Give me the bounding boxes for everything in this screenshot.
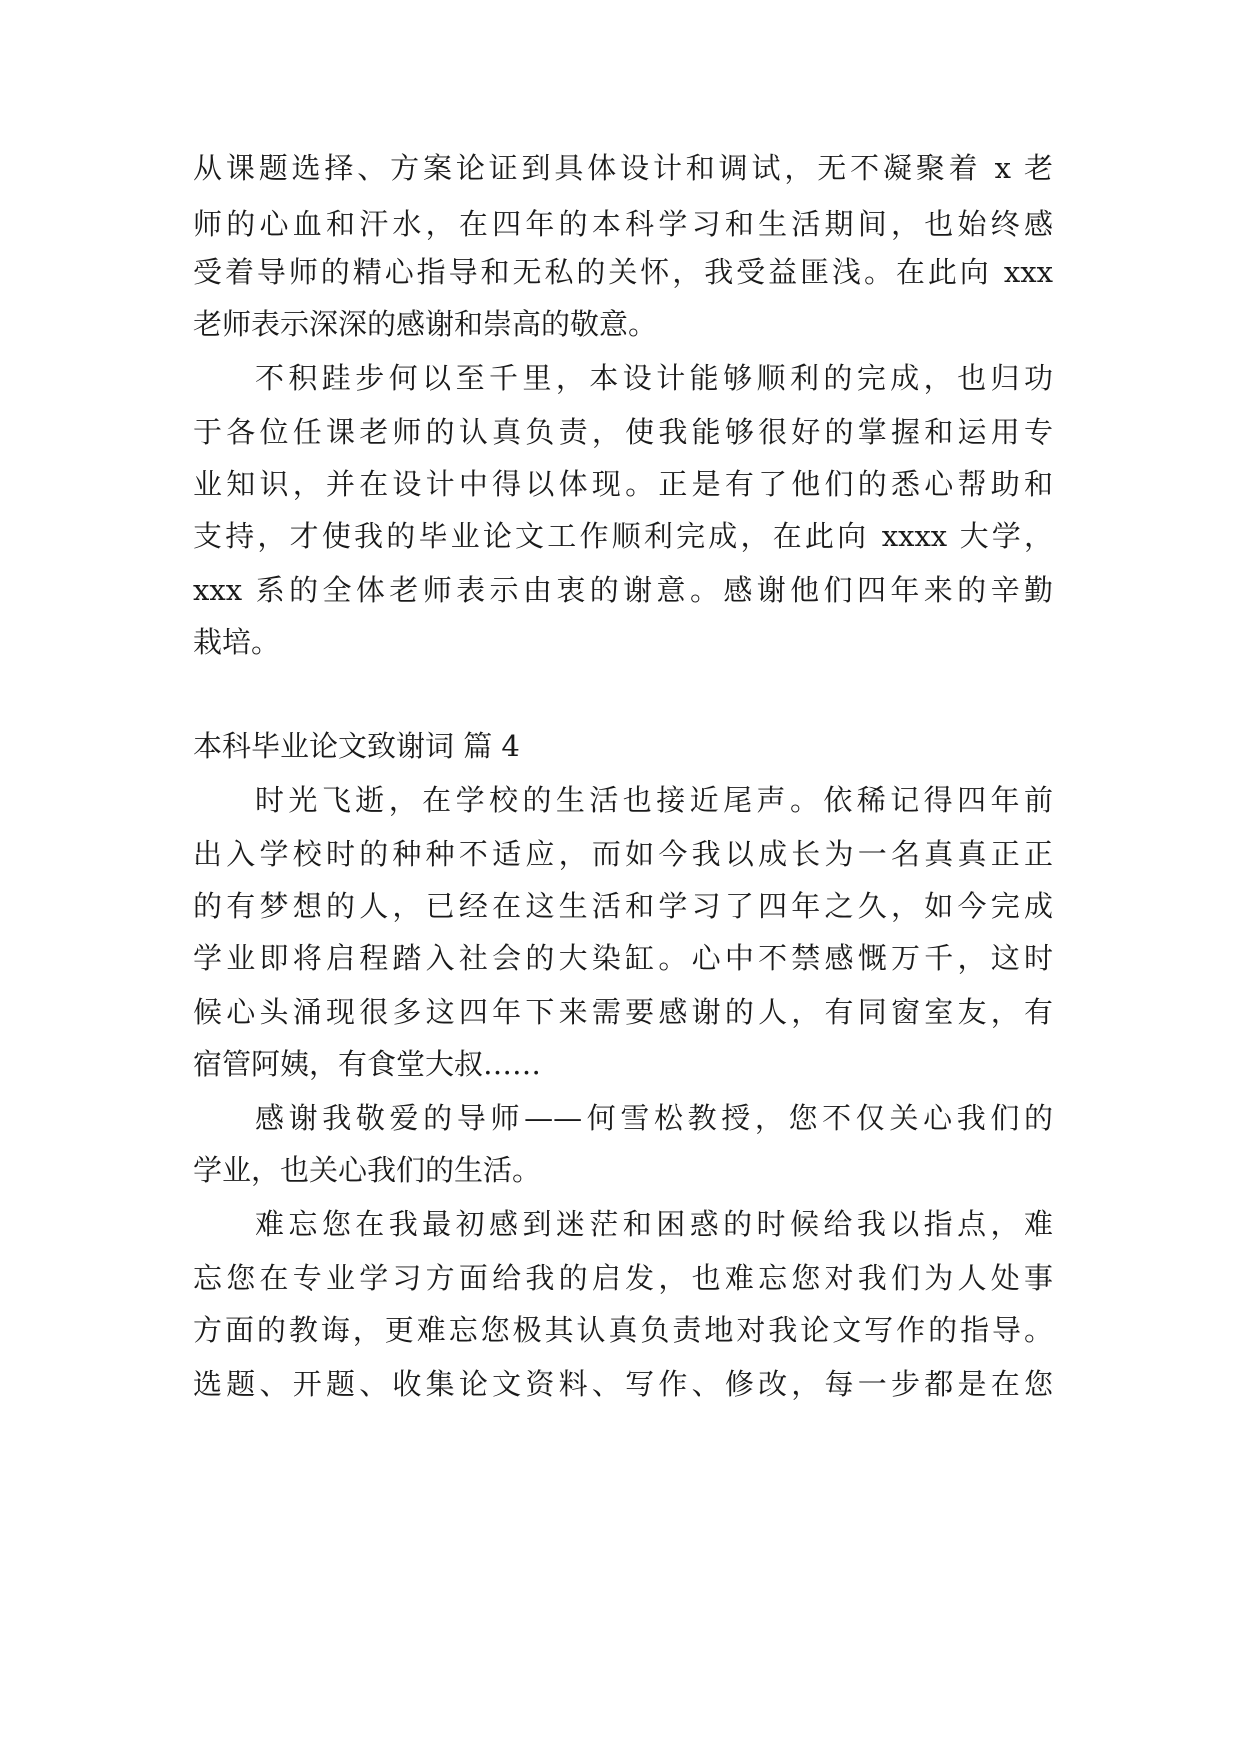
paragraph-line: 从课题选择、方案论证到具体设计和调试，无不凝聚着 x 老	[193, 151, 1053, 185]
paragraph-line: 业知识，并在设计中得以体现。正是有了他们的悉心帮助和	[193, 467, 1053, 501]
paragraph-line: 师的心血和汗水，在四年的本科学习和生活期间，也始终感	[193, 207, 1053, 241]
paragraph-line: 忘您在专业学习方面给我的启发，也难忘您对我们为人处事	[193, 1261, 1053, 1295]
paragraph-line: 宿管阿姨，有食堂大叔……	[193, 1047, 542, 1081]
paragraph-line: 老师表示深深的感谢和崇高的敬意。	[193, 307, 658, 341]
paragraph-line: 支持，才使我的毕业论文工作顺利完成，在此向 xxxx 大学，	[193, 519, 1053, 553]
paragraph-line: 时光飞逝，在学校的生活也接近尾声。依稀记得四年前	[255, 783, 1053, 817]
paragraph-line: 难忘您在我最初感到迷茫和困惑的时候给我以指点，难	[255, 1207, 1053, 1241]
paragraph-line: 学业，也关心我们的生活。	[193, 1153, 542, 1187]
paragraph-line: 于各位任课老师的认真负责，使我能够很好的掌握和运用专	[193, 415, 1053, 449]
paragraph-line: 选题、开题、收集论文资料、写作、修改，每一步都是在您	[193, 1367, 1053, 1401]
paragraph-line: 的有梦想的人，已经在这生活和学习了四年之久，如今完成	[193, 889, 1053, 923]
paragraph-line: 栽培。	[193, 625, 281, 659]
paragraph-line: 不积跬步何以至千里，本设计能够顺利的完成，也归功	[255, 361, 1053, 395]
paragraph-line: 方面的教诲，更难忘您极其认真负责地对我论文写作的指导。	[193, 1313, 1053, 1347]
paragraph-line: 感谢我敬爱的导师——何雪松教授，您不仅关心我们的	[255, 1101, 1053, 1135]
paragraph-line: xxx 系的全体老师表示由衷的谢意。感谢他们四年来的辛勤	[193, 573, 1053, 607]
section-heading: 本科毕业论文致谢词 篇 4	[193, 729, 520, 763]
paragraph-line: 候心头涌现很多这四年下来需要感谢的人，有同窗室友，有	[193, 995, 1053, 1029]
paragraph-line: 受着导师的精心指导和无私的关怀，我受益匪浅。在此向 xxx	[193, 255, 1053, 289]
paragraph-line: 出入学校时的种种不适应，而如今我以成长为一名真真正正	[193, 837, 1053, 871]
paragraph-line: 学业即将启程踏入社会的大染缸。心中不禁感慨万千，这时	[193, 941, 1053, 975]
